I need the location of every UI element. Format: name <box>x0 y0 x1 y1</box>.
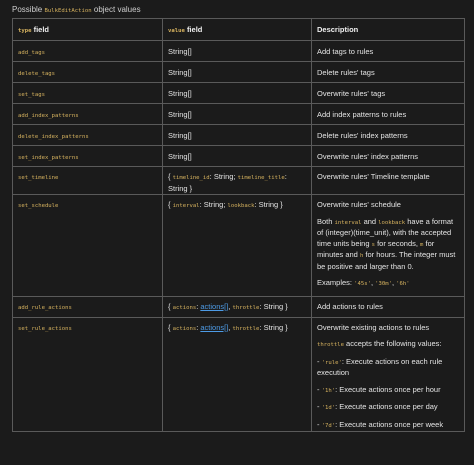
table-row <box>13 41 465 62</box>
table-row <box>13 146 465 167</box>
value-cell: { actions: actions[], throttle: String } <box>163 296 312 317</box>
type-code: set_timeline <box>18 175 59 181</box>
type-code: set_rule_actions <box>18 325 72 332</box>
description-cell: Overwrite rules' index patterns <box>312 146 465 167</box>
table-caption <box>12 4 141 17</box>
table-row <box>13 195 465 297</box>
key-code: actions <box>172 325 197 332</box>
header-description: Description <box>312 19 465 41</box>
table-row <box>13 317 465 432</box>
description-cell: Delete rules' tags <box>312 62 465 83</box>
table-header-row <box>13 19 465 41</box>
table-row <box>13 167 465 195</box>
table-row <box>13 83 465 104</box>
key-code: lookback <box>227 203 255 209</box>
description-cell: Overwrite rules' tags <box>312 83 465 104</box>
description-cell: Add actions to rules <box>312 296 465 317</box>
description-cell: Overwrite existing actions to rules throttle accepts the following values: - 'rule': Execute actions on each rule execution - '1h': Execute actions once per hour - '1d': Execute actions once per day - '7d': Execute actions once per week <box>312 317 465 432</box>
type-code: set_tags <box>18 91 45 98</box>
key-code: interval <box>172 203 200 209</box>
description-cell: Delete rules' index patterns <box>312 125 465 146</box>
type-code: delete_index_patterns <box>18 133 89 140</box>
type-code: set_schedule <box>18 203 59 209</box>
caption-suffix: object values <box>93 5 141 14</box>
description-cell: Overwrite rules' Timeline template <box>312 167 465 195</box>
type-code: delete_tags <box>18 70 56 77</box>
value-cell: { interval: String; lookback: String } <box>163 195 312 297</box>
caption-code: BulkEditAction <box>44 8 92 14</box>
bulk-edit-action-table <box>12 18 465 432</box>
type-code: set_index_patterns <box>18 154 79 161</box>
table-row <box>13 125 465 146</box>
value-cell: String[] <box>163 125 312 146</box>
description-cell: Add index patterns to rules <box>312 104 465 125</box>
caption-prefix: Possible <box>12 5 43 14</box>
actions-link[interactable]: actions[] <box>200 302 229 311</box>
type-code: add_index_patterns <box>18 112 79 119</box>
key-code: throttle <box>232 325 260 332</box>
key-code: timeline_title <box>237 175 285 181</box>
value-cell: String[] <box>163 83 312 104</box>
value-cell: String[] <box>163 41 312 62</box>
value-cell: String[] <box>163 62 312 83</box>
type-code: add_tags <box>18 49 45 56</box>
key-code: actions <box>172 305 197 311</box>
table-row <box>13 296 465 317</box>
description-cell: Add tags to rules <box>312 41 465 62</box>
value-cell: { timeline_id: String; timeline_title: String } <box>163 167 312 195</box>
table-row <box>13 62 465 83</box>
value-cell: String[] <box>163 104 312 125</box>
header-type-field: type field <box>13 19 163 41</box>
actions-link[interactable]: actions[] <box>200 322 229 332</box>
description-cell: Overwrite rules' schedule Both interval and lookback have a format of (integer)(time_unit), with the accepted time units being s for seconds, m for minutes and h for hours. The integer must be positive and larger than 0. Examples: '45s', '30m', '6h' <box>312 195 465 297</box>
value-cell: { actions: actions[], throttle: String } <box>163 317 312 432</box>
table-row <box>13 104 465 125</box>
key-code: timeline_id <box>172 175 210 181</box>
value-cell: String[] <box>163 146 312 167</box>
key-code: throttle <box>232 305 260 311</box>
header-value-field: value field <box>163 19 312 41</box>
type-code: add_rule_actions <box>18 305 72 311</box>
